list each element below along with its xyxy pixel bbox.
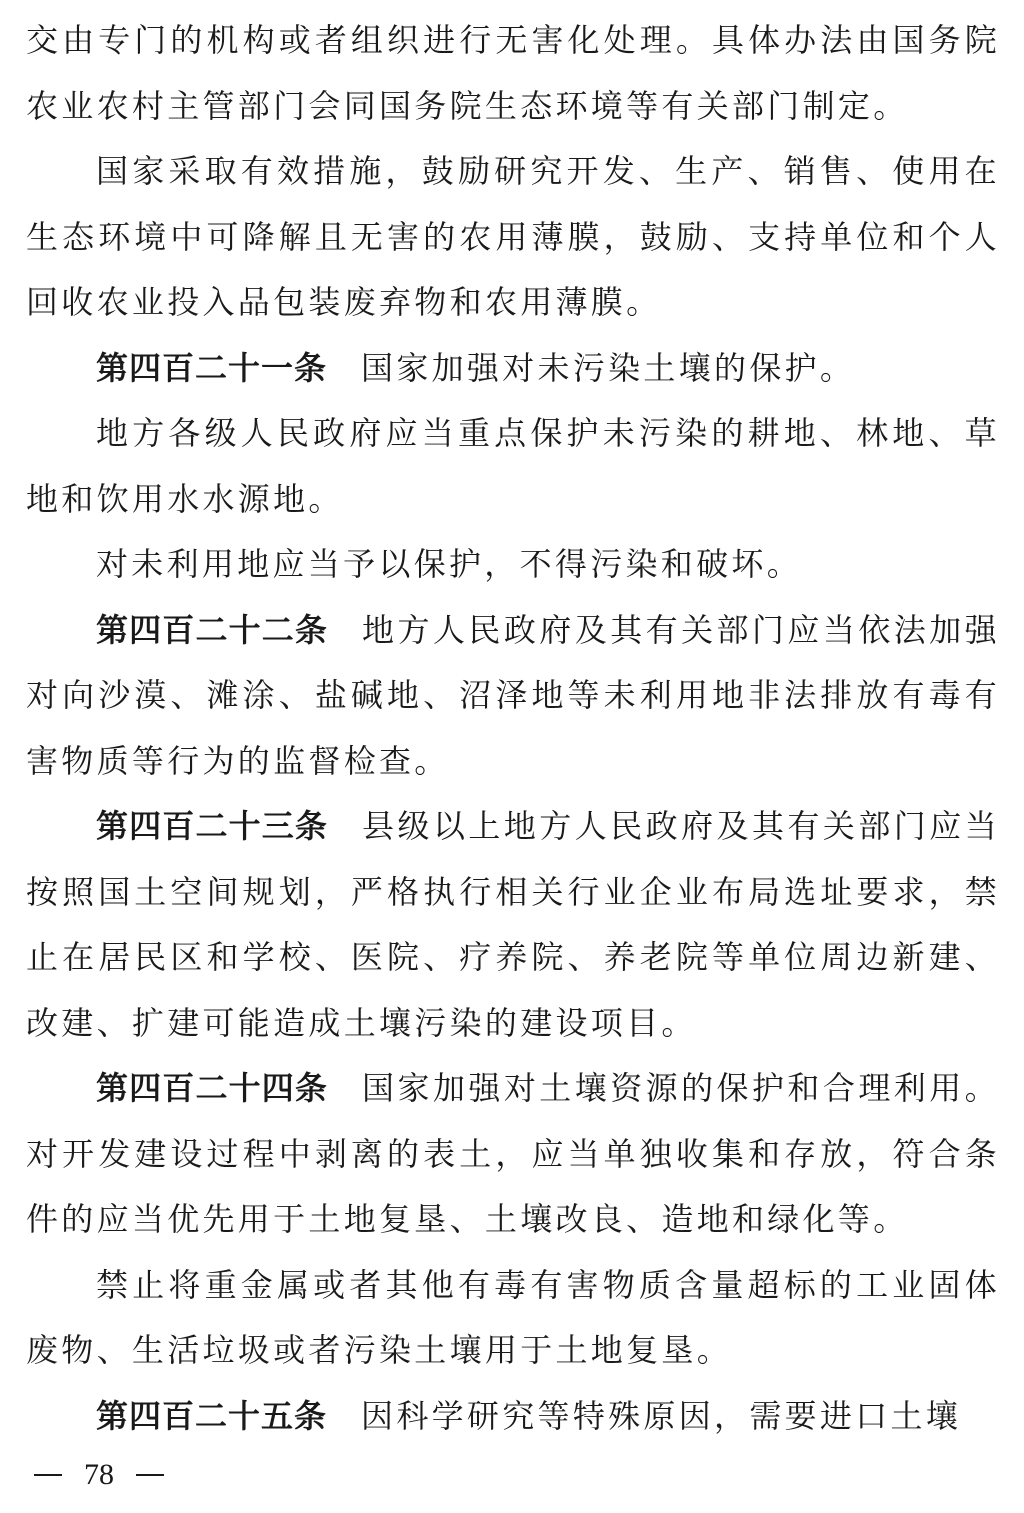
- article-paragraph: [26, 1056, 1000, 1253]
- article-paragraph: [26, 794, 1000, 1056]
- paragraph: [26, 1253, 1000, 1384]
- article-number: 第四百二十二条: [96, 610, 329, 649]
- paragraph-text: 县级以上地方人民政府及其有关部门应当按照国土空间规划，严格执行相关行业企业布局选址要求，禁止在居民区和学校、医院、疗养院、养老院等单位周边新建、改建、扩建可能造成土壤污染的建设项目。: [26, 807, 1000, 1042]
- paragraph-text: 禁止将重金属或者其他有毒有害物质含量超标的工业固体废物、生活垃圾或者污染土壤用于土地复垦。: [26, 1265, 1000, 1369]
- paragraph-text: 地方各级人民政府应当重点保护未污染的耕地、林地、草地和饮用水水源地。: [26, 414, 1000, 518]
- paragraph: [26, 532, 1000, 598]
- footer-dash-right: [136, 1474, 164, 1476]
- paragraph-text: 因科学研究等特殊原因，需要进口土壤: [361, 1396, 962, 1435]
- paragraph-text: 国家加强对土壤资源的保护和合理利用。对开发建设过程中剥离的表土，应当单独收集和存放，符合条件的应当优先用于土地复垦、土壤改良、造地和绿化等。: [26, 1069, 1000, 1238]
- document-body: [26, 8, 1000, 1449]
- paragraph-text: 地方人民政府及其有关部门应当依法加强对向沙漠、滩涂、盐碱地、沼泽地等未利用地非法排放有毒有害物质等行为的监督检查。: [26, 610, 1000, 780]
- article-paragraph: [26, 598, 1000, 795]
- paragraph: [26, 139, 1000, 336]
- article-number: 第四百二十一条: [96, 348, 328, 387]
- footer-dash-left: [34, 1474, 62, 1476]
- article-paragraph: [26, 1384, 1000, 1450]
- paragraph-text: 交由专门的机构或者组织进行无害化处理。具体办法由国务院农业农村主管部门会同国务院生态环境等有关部门制定。: [26, 21, 1000, 125]
- paragraph: [26, 8, 1000, 139]
- article-number: 第四百二十三条: [96, 807, 329, 845]
- article-paragraph: [26, 336, 1000, 402]
- paragraph-text: 国家加强对未污染土壤的保护。: [361, 348, 856, 387]
- paragraph-text: 对未利用地应当予以保护，不得污染和破坏。: [96, 545, 803, 583]
- article-number: 第四百二十四条: [96, 1069, 329, 1107]
- page-number: 78: [84, 1458, 114, 1491]
- paragraph-text: 国家采取有效措施，鼓励研究开发、生产、销售、使用在生态环境中可降解且无害的农用薄膜，鼓励、支持单位和个人回收农业投入品包装废弃物和农用薄膜。: [26, 152, 1000, 321]
- article-number: 第四百二十五条: [96, 1396, 328, 1435]
- paragraph: [26, 401, 1000, 532]
- page-footer: [34, 1455, 164, 1495]
